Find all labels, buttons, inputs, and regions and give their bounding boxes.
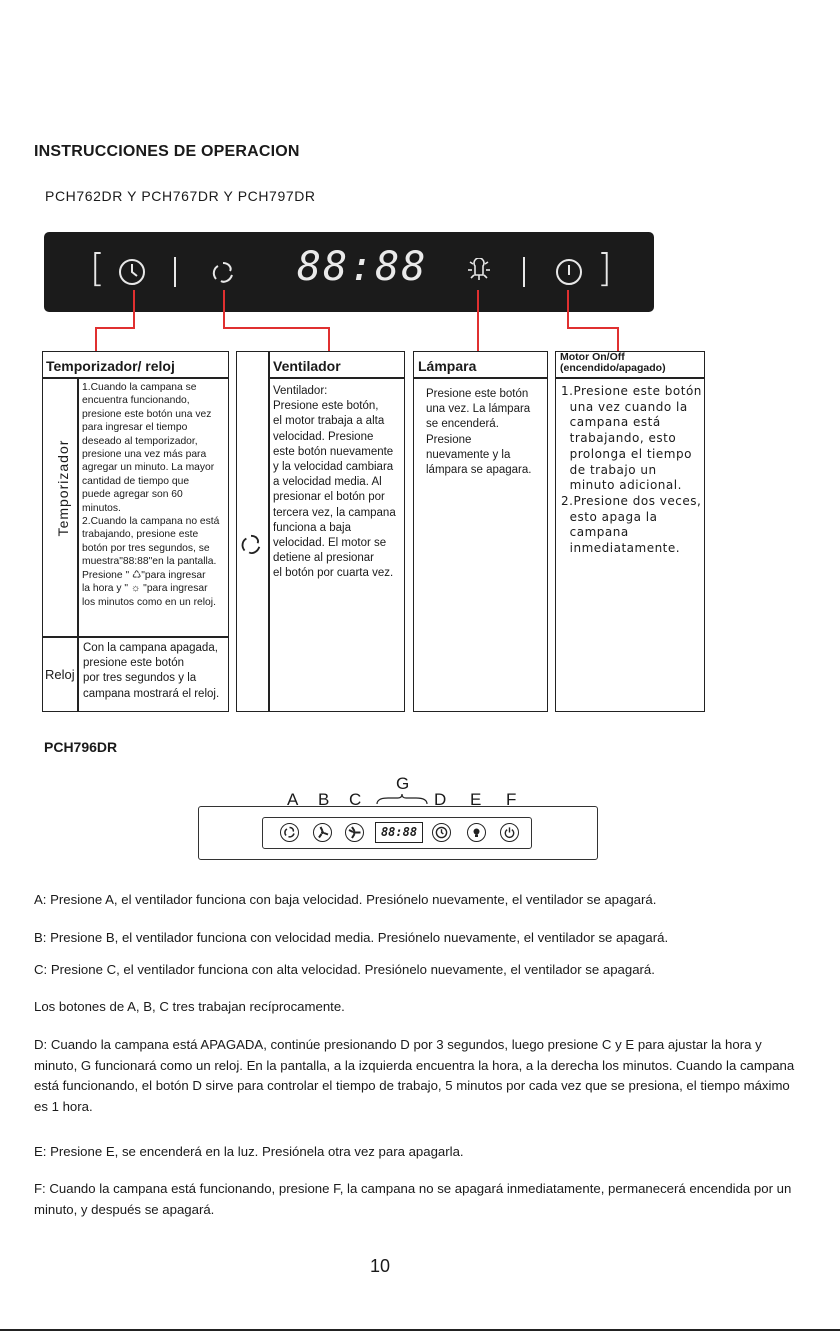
connector-line — [95, 327, 97, 351]
bracket-right: ] — [597, 246, 612, 290]
connector-line — [617, 327, 619, 351]
bracket-left: [ — [90, 246, 105, 290]
paragraph-d: D: Cuando la campana está APAGADA, continúe presionando D por 3 segundos, luego presione C y E para ajustar la hora y minuto, G funcionará como un reloj. En la pantalla, a la izquierda encuentra la hora, a la derecha los minutos. Cuando la campana está funcionando, el botón D sirve para controlar el tiempo de trabajo, 5 minutos por cada vez que se presiona, el tiempo máximo es 1 hora. — [34, 1037, 795, 1114]
timer-line: deseado al temporizador, — [82, 435, 198, 447]
clock-line: Con la campana apagada, — [83, 642, 218, 654]
power-icon[interactable] — [555, 258, 583, 291]
fan-line: este botón nuevamente — [273, 445, 394, 458]
paragraph-abc: Los botones de A, B, C tres trabajan recíprocamente. — [34, 999, 345, 1014]
lamp-line: Presione este botón — [426, 388, 529, 400]
motor-line: campana — [561, 525, 629, 540]
timer-line: cantidad de tiempo que — [82, 475, 190, 487]
fan-line: funciona a baja — [273, 521, 352, 534]
motor-line: una vez cuando la — [561, 399, 688, 414]
timer-text — [82, 381, 228, 609]
connector-line — [567, 290, 569, 328]
paragraph-b: B: Presione B, el ventilador funciona con velocidad media. Presiónelo nuevamente, el ventilador se apagará. — [34, 930, 669, 945]
page-number: 10 — [370, 1256, 391, 1276]
fan-icon — [239, 533, 263, 562]
lamp-icon[interactable] — [466, 258, 492, 291]
divider — [413, 377, 548, 379]
divider — [555, 377, 705, 379]
divider — [268, 377, 405, 379]
divider — [77, 377, 79, 712]
power-button[interactable] — [500, 823, 519, 842]
clock-text — [83, 641, 229, 702]
lamp-line: se encenderá. — [426, 418, 499, 431]
paragraph-e: E: Presione E, se encenderá en la luz. Presiónela otra vez para apagarla. — [34, 1144, 464, 1159]
fan-icon[interactable] — [210, 260, 236, 291]
fan-header: Ventilador — [273, 358, 341, 374]
separator — [174, 257, 176, 287]
motor-header — [560, 352, 666, 374]
motor-line: trabajando, esto — [561, 431, 677, 446]
connector-line — [477, 290, 479, 352]
lamp-line: Presione — [426, 433, 472, 446]
segment-display-2: 88:88 — [375, 822, 423, 843]
timer-line: muestra"88:88"en la pantalla. — [82, 556, 217, 568]
fan-line: Ventilador: — [273, 385, 328, 397]
control-panel — [44, 232, 654, 312]
motor-line: 2.Presione dos veces, — [561, 493, 702, 508]
clock-line: por tres segundos y la — [83, 672, 197, 685]
motor-line: prolonga el tiempo — [561, 446, 692, 461]
lamp-header: Lámpara — [418, 358, 477, 374]
motor-header-line2: (encendido/apagado) — [560, 362, 666, 374]
connector-line — [95, 327, 135, 329]
timer-line: 2.Cuando la campana no está — [82, 516, 220, 528]
divider — [42, 377, 229, 379]
timer-side-label: Temporizador — [55, 439, 71, 537]
timer-line: agregar un minuto. La mayor — [82, 462, 215, 474]
fan-line: el motor trabaja a alta — [273, 415, 385, 428]
fan-line: velocidad. Presione — [273, 430, 374, 443]
paragraph-a: A: Presione A, el ventilador funciona con baja velocidad. Presiónelo nuevamente, el ventilador se apagará. — [34, 892, 657, 907]
fan-low-button[interactable] — [280, 823, 299, 842]
timer-line: Presione " ♺"para ingresar — [82, 569, 206, 581]
label-c: C — [349, 790, 362, 809]
fan-line: detiene al presionar — [273, 552, 375, 565]
timer-line: puede agregar son 60 — [82, 489, 183, 501]
divider — [42, 636, 229, 638]
timer-line: los minutos como en un reloj. — [82, 596, 216, 608]
clock-icon[interactable] — [118, 258, 146, 291]
connector-line — [223, 327, 330, 329]
timer-line: trabajando, presione este — [82, 529, 199, 541]
motor-line: inmediatamente. — [561, 541, 681, 556]
label-a: A — [287, 790, 299, 809]
lamp-line: nuevamente y la — [426, 448, 511, 461]
lamp-line: una vez. La lámpara — [426, 403, 531, 416]
paragraph-f: F: Cuando la campana está funcionando, presione F, la campana no se apagará inmediatamente, permanecerá encendida por un minuto, y después se apagará. — [34, 1181, 792, 1217]
clock-label: Reloj — [45, 667, 75, 682]
timer-line: encuentra funcionando, — [82, 395, 190, 407]
model-list: PCH762DR Y PCH767DR Y PCH797DR — [45, 188, 316, 204]
motor-line: campana está — [561, 415, 661, 430]
lamp-text — [426, 387, 546, 478]
connector-line — [133, 290, 135, 328]
connector-line — [567, 327, 619, 329]
connector-line — [223, 290, 225, 328]
timer-line: presione este botón una vez — [82, 408, 212, 420]
timer-line: minutos. — [82, 502, 121, 514]
fan-line: Presione este botón, — [273, 400, 379, 413]
motor-header-line1: Motor On/Off — [560, 351, 625, 363]
motor-line: minuto adicional. — [561, 478, 682, 493]
model-heading: PCH796DR — [44, 739, 118, 755]
divider — [268, 351, 270, 712]
fan-line: el botón por cuarta vez. — [273, 567, 394, 580]
timer-header: Temporizador/ reloj — [46, 358, 175, 374]
fan-medium-button[interactable] — [313, 823, 332, 842]
motor-line: 1.Presione este botón — [561, 384, 702, 398]
motor-line: esto apaga la — [561, 509, 658, 524]
page-title: INSTRUCCIONES DE OPERACION — [34, 143, 300, 160]
clock-line: campana mostrará el reloj. — [83, 687, 220, 700]
label-g: G — [396, 774, 410, 793]
label-e: E — [470, 790, 482, 809]
fan-high-button[interactable] — [345, 823, 364, 842]
motor-text — [561, 384, 704, 557]
fan-text — [273, 384, 405, 582]
fan-line: tercera vez, la campana — [273, 506, 396, 519]
light-button[interactable] — [467, 823, 486, 842]
timer-line: botón por tres segundos, se — [82, 542, 210, 554]
timer-line: presione una vez más para — [82, 449, 207, 461]
label-d: D — [434, 790, 447, 809]
timer-line: para ingresar el tiempo — [82, 422, 188, 434]
fan-line: presionar el botón por — [273, 491, 385, 504]
label-b: B — [318, 790, 330, 809]
segment-display: 88:88 — [297, 244, 428, 290]
paragraph-c: C: Presione C, el ventilador funciona con alta velocidad. Presiónelo nuevamente, el ventilador se apagará. — [34, 962, 655, 977]
fan-line: velocidad. El motor se — [273, 537, 387, 550]
clock-line: presione este botón — [83, 657, 185, 670]
connector-line — [328, 327, 330, 351]
separator — [523, 257, 525, 287]
timer-line: 1.Cuando la campana se — [82, 382, 197, 393]
fan-line: y la velocidad cambiara — [273, 461, 394, 474]
timer-line: la hora y " ☼ "para ingresar — [82, 583, 208, 595]
label-f: F — [506, 790, 517, 809]
timer-button[interactable] — [432, 823, 451, 842]
lamp-line: lámpara se apagara. — [426, 464, 532, 477]
fan-line: a velocidad media. Al — [273, 476, 382, 489]
motor-line: de trabajo un — [561, 462, 657, 477]
